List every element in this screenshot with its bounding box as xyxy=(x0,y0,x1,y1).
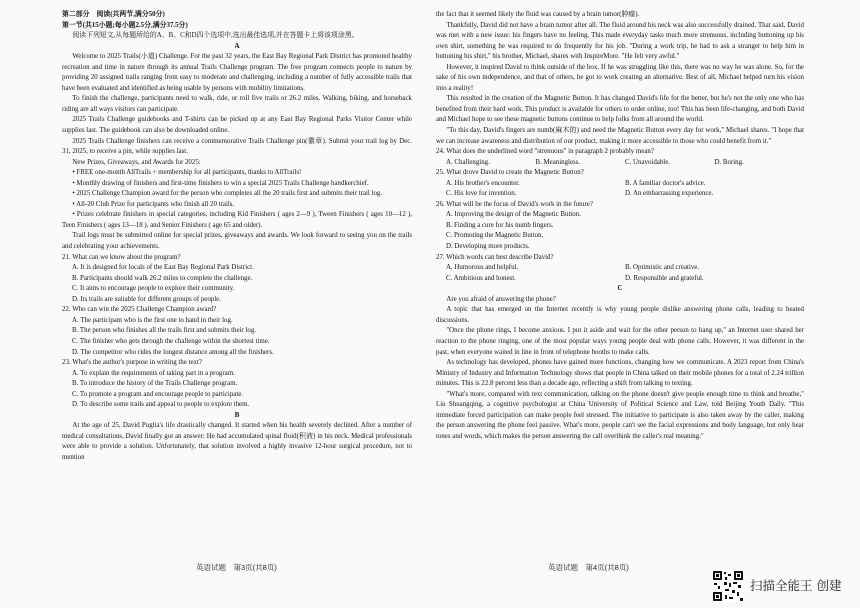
paragraph: "What's more, compared with text communication, talking on the phone doesn't give people enough time to think and breathe," Liu Shuangqing, a cognitive psychologist at China University of Political Science and Law, told Beijing Youth Daily. "This immediate forced participation can make people feel stressed. The initiative to participate is also taken away by the caller, making the person answering the phone feel passive. What's more, people can't see the facial expressions and body language, but only hear tones and words, which makes the person answering the call overthink the caller's real meaning." xyxy=(436,390,804,440)
paragraph: However, it inspired David to think outside of the box. If he was struggling like this, there was no way he was alone. So, for the sake of his own independence, and that of others, he got to work creating an alternative. Best of all, Michael helped turn his vision into a reality! xyxy=(436,63,804,92)
paragraph: Trail logs must be submitted online for special prizes, giveaways and awards. We look forward to seeing you on the trails and celebrating your achievements. xyxy=(62,232,412,251)
option: B. Finding a cure for his numb fingers. xyxy=(446,221,554,229)
paragraph: "Once the phone rings, I become anxious. I put it aside and wait for the other person to hang up," an Internet user shared her reaction to the phone ringing, one of the most popular ways young people deal with phone calls. However, it was different in the past, when everyone waited in line in front of telephone booths to make calls. xyxy=(436,327,804,356)
question-22-stem: 22. Who can win the 2025 Challenge Champion award? xyxy=(62,306,217,314)
option: D. The competitor who rides the longest distance among all the finishers. xyxy=(72,348,274,356)
question-27-stem: 27. Which words can best describe David? xyxy=(436,253,554,261)
option: A. Improving the design of the Magnetic Button. xyxy=(446,211,581,219)
option: D. To describe some trails and appeal to people to explore them. xyxy=(72,401,250,409)
option: D. Its trails are suitable for different groups of people. xyxy=(72,295,221,303)
paragraph: To finish the challenge, participants need to walk, ride, or roll five trails or 26.2 miles. Walking, biking, and horseback riding are all ways visitors can participate. xyxy=(62,95,412,113)
option: D. Developing more products. xyxy=(446,243,530,251)
question-25-stem: 25. What drove David to create the Magnetic Button? xyxy=(436,169,584,177)
bullet-item: • All-20 Club Prize for participants who finish all 20 trails. xyxy=(72,200,235,208)
option: A. Challenging. xyxy=(446,158,490,166)
passage-b-label: B xyxy=(234,411,240,419)
options-row xyxy=(436,158,804,169)
paragraph: the fact that it seemed likely the fluid was caused by a brain tumor(肿瘤). xyxy=(436,11,640,18)
paragraph: At the age of 25, David Puglia's life drastically changed. It started when his health severely declined. After a number of medical consultations, David finally got an answer: He had accumulated spinal fluid(积液) in his neck. Medical professionals were able to provide a solution. Unfortunately, that solution involved a highly invasive 12-hour surgical procedure, not to mention xyxy=(62,422,412,461)
subsection-heading: 第一节(共15小题;每小题2.5分,满分37.5分) xyxy=(62,21,188,29)
option: C. Unavoidable. xyxy=(625,158,670,166)
option: B. To introduce the history of the Trails Challenge program. xyxy=(72,380,238,388)
option: B. Optimistic and creative. xyxy=(625,264,700,272)
option: B. A familiar doctor's advice. xyxy=(625,179,706,187)
page-3-footer: 英语试题 第3页(共8页) xyxy=(196,563,277,572)
option: A. His brother's encounter. xyxy=(446,179,520,187)
options-row xyxy=(436,274,804,285)
option: C. It aims to encourage people to explore their community. xyxy=(72,285,235,293)
paragraph: "To this day, David's fingers are numb(麻木的) and need the Magnetic Button every day for work," Michael shares. "I hope that we can increase awareness and distribution of our product, making it more accessible to those who could benefit from it." xyxy=(436,127,804,145)
options-row xyxy=(436,263,804,274)
passage-c-label: C xyxy=(617,285,623,293)
paragraph: As technology has developed, phones have gained more functions, changing how we communicate. A 2023 report from China's Ministry of Industry and Information Technology shows that people in China talked on their mobile phones for a total of 2.24 trillion minutes. This is 22.8 percent less than a decade ago, reflecting a shift from talking to texting. xyxy=(436,359,804,388)
paragraph: 2025 Trails Challenge guidebooks and T-shirts can be picked up at any East Bay Regional Parks Visitor Center while supplies last. The guidebook can also be downloaded online. xyxy=(62,116,412,135)
option: A. To explain the requirements of taking part in a program. xyxy=(72,369,235,377)
option: D. Responsible and grateful. xyxy=(625,274,704,282)
paragraph: A topic that has emerged on the Internet recently is why young people dislike answering phone calls, leading to heated discussions. xyxy=(436,306,804,324)
paragraph: 2025 Trails Challenge finishers can receive a commemorative Trails Challenge pin(徽章). Submit your trail log by Dec. 31, 2025, to receive a pin, while supplies last. xyxy=(62,137,412,156)
question-24-stem: 24. What does the underlined word "strenuous" in paragraph 2 probably mean? xyxy=(436,148,654,156)
passage-a-label: A xyxy=(234,42,240,50)
option: D. Boring. xyxy=(714,158,744,166)
instruction: 阅读下列短文,从每题所给的A、B、C和D四个选项中,选出最佳选项,并在答题卡上将该项涂黑。 xyxy=(72,32,359,40)
qr-code-icon xyxy=(712,570,744,602)
option: A. Humorous and helpful. xyxy=(446,264,519,272)
option: B. Participants should walk 26.2 miles to complete the challenge. xyxy=(72,274,253,282)
question-26-stem: 26. What will be the focus of David's work in the future? xyxy=(436,200,593,208)
bullet-item: • 2025 Challenge Champion award for the person who completes all the 20 trails first and submits their trail log. xyxy=(72,190,383,198)
paragraph: Thankfully, David did not have a brain tumor after all. The fluid around his neck was also successfully drained. That said, David was met with a new issue: his fingers have no feeling. This made everyday tasks much more strenuous, including buttoning up his own shirt, something he was required to do frequently for his job. "During a work trip, he had to ask a stranger to help him in buttoning his shirt," his brother, Michael, shares with InspireMore. "He felt very awful." xyxy=(436,21,804,61)
option: C. Ambitious and honest. xyxy=(446,274,516,282)
section-heading: 第二部分 阅读(共两节,满分50分) xyxy=(62,11,165,18)
bullet-item: • Monthly drawing of finishers and first-time finishers to win a special 2025 Trails Challenge handkerchief. xyxy=(72,179,369,187)
paragraph: This resulted in the creation of the Magnetic Button. It has changed David's life for the better, but he's not the only one who has benefited from their hard work. This product is available for others to order online, too! This has been life-changing, and both David and Michael hope to see these magnetic buttons continue to help folks from all around the world. xyxy=(436,95,804,124)
option: C. The finisher who gets through the challenge within the shortest time. xyxy=(72,337,270,345)
page-3-column xyxy=(62,10,412,464)
option: C. His love for invention. xyxy=(446,190,517,198)
bullet-item: • Prizes celebrate finishers in special categories, including Kid Finishers ( ages 2—9 ), Tween Finishers ( ages 10—12 ), Teen Finishers ( ages 13—18 ), and Senior Finishers ( age 65 and older). xyxy=(62,211,412,229)
page-4-footer: 英语试题 第4页(共8页) xyxy=(548,563,629,572)
scanner-watermark: 扫描全能王 创建 xyxy=(750,578,842,593)
question-21-stem: 21. What can we know about the program? xyxy=(62,253,181,261)
option: C. Promoting the Magnetic Button. xyxy=(446,232,544,240)
passage-c-title: Are you afraid of answering the phone? xyxy=(446,295,556,303)
question-23-stem: 23. What's the author's purpose in writing the text? xyxy=(62,359,202,367)
option: B. Meaningless. xyxy=(535,158,581,166)
option: D. An embarrassing experience. xyxy=(625,190,714,198)
option: B. The person who finishes all the trails first and submits their log. xyxy=(72,327,256,335)
option: A. The participant who is the first one to hand in their log. xyxy=(72,316,233,324)
options-row xyxy=(436,189,804,200)
option: A. It is designed for locals of the East Bay Regional Park District. xyxy=(72,264,254,272)
page-4-column xyxy=(436,10,804,442)
paragraph: New Prizes, Giveaways, and Awards for 2025: xyxy=(72,158,201,166)
bullet-item: • FREE one-month AllTrails + membership for all participants, thanks to AllTrails! xyxy=(72,169,302,177)
option: C. To promote a program and encourage people to participate. xyxy=(72,390,244,398)
options-row xyxy=(436,179,804,190)
paragraph: Welcome to 2025 Trails(小道) Challenge. For the past 32 years, the East Bay Regional Park District has promoted healthy recreation and time in nature through its annual Trails Challenge program. The free program connects people to nature by providing 20 assigned trails ranging from easy to moderate and challenging, including a number of fully accessible trails that have been evaluated and identified as being usable by persons with mobility limitations. xyxy=(62,53,412,92)
